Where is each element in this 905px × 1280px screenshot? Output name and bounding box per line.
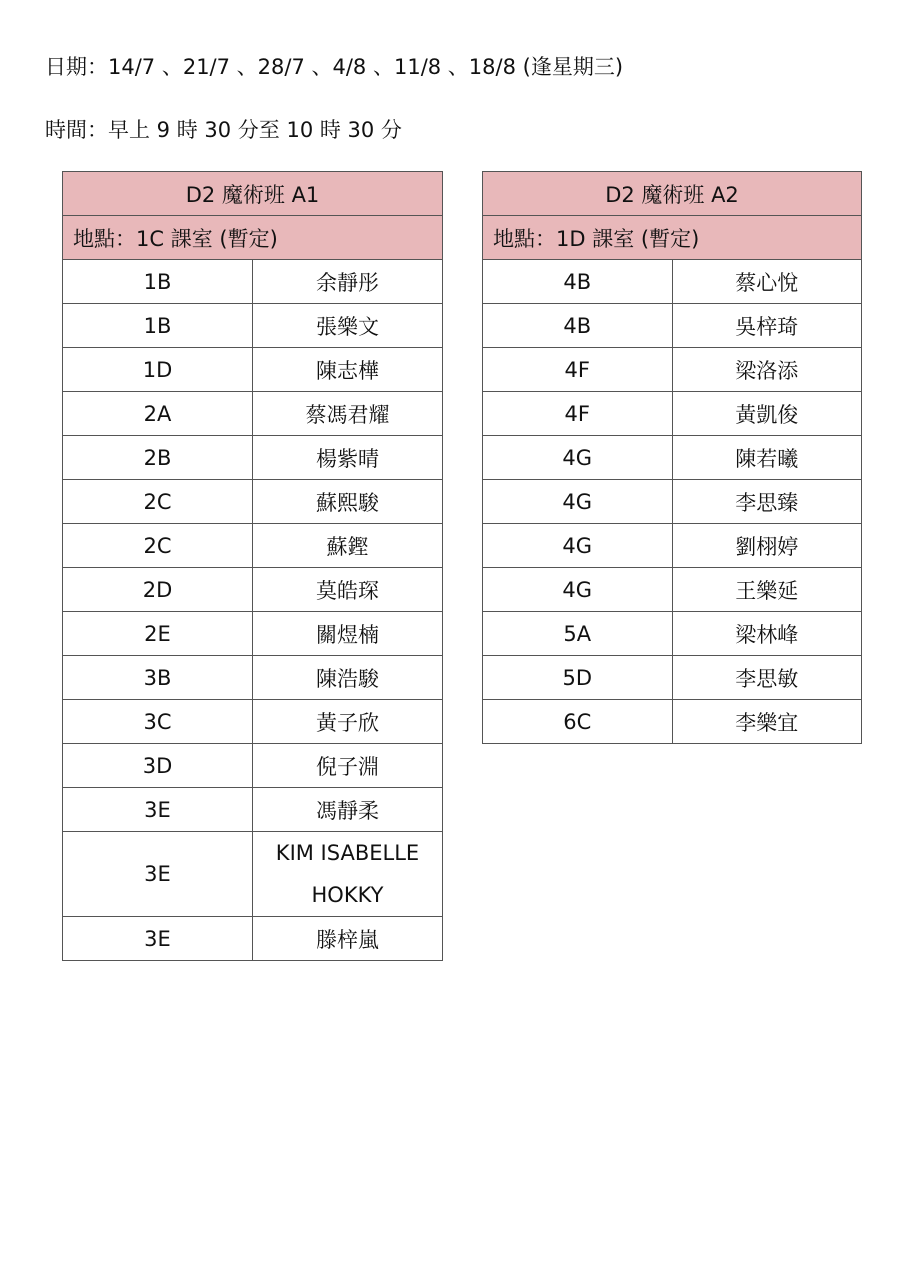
roster-table-a1 [62,171,443,961]
table-location: 地點：1C 課室 (暫定) [63,216,443,260]
class-cell: 3D [63,744,253,788]
roster-table-a2 [482,171,862,744]
student-name-cell: 梁林峰 [672,612,862,656]
table-row [63,656,443,700]
class-cell: 4B [483,260,673,304]
class-cell: 2D [63,568,253,612]
table-row [63,700,443,744]
table-row [63,744,443,788]
table-row [483,612,862,656]
class-cell: 3C [63,700,253,744]
table-title: D2 魔術班 A1 [63,172,443,216]
class-cell: 4G [483,568,673,612]
student-name-cell: 蘇鏗 [253,524,443,568]
class-cell: 3B [63,656,253,700]
class-cell: 5A [483,612,673,656]
table-row [483,480,862,524]
class-cell: 3E [63,917,253,961]
student-name-cell: 黃子欣 [253,700,443,744]
table-row [63,348,443,392]
table-row [63,480,443,524]
class-cell: 4F [483,348,673,392]
student-name-cell: 李思臻 [672,480,862,524]
class-cell: 4F [483,392,673,436]
table-row [483,304,862,348]
date-line: 日期：14/7 、21/7 、28/7 、4/8 、11/8 、18/8 (逢星期三) [45,55,624,79]
student-name-cell: 陳志樺 [253,348,443,392]
table-row [483,656,862,700]
table-row [483,348,862,392]
table-row [63,436,443,480]
class-cell: 5D [483,656,673,700]
student-name-cell: 梁洛添 [672,348,862,392]
table-row [483,700,862,744]
student-name-cell: 李思敏 [672,656,862,700]
class-cell: 1D [63,348,253,392]
table-row [63,568,443,612]
student-name-cell: 劉栩婷 [672,524,862,568]
student-name-cell: 蘇熙駿 [253,480,443,524]
student-name-cell: 滕梓嵐 [253,917,443,961]
student-name-cell: 蔡馮君耀 [253,392,443,436]
table-row [483,568,862,612]
student-name-cell: 王樂延 [672,568,862,612]
table-row [63,612,443,656]
student-name-cell: 楊紫晴 [253,436,443,480]
table-row [483,524,862,568]
student-name-cell: KIM ISABELLE HOKKY [253,832,443,917]
student-name-cell: 余靜彤 [253,260,443,304]
class-cell: 2B [63,436,253,480]
table-row [63,917,443,961]
class-cell: 3E [63,788,253,832]
table-row [63,832,443,917]
time-line: 時間：早上 9 時 30 分至 10 時 30 分 [45,118,402,142]
class-cell: 1B [63,260,253,304]
class-cell: 1B [63,304,253,348]
student-name-cell: 馮靜柔 [253,788,443,832]
student-name-cell: 倪子淵 [253,744,443,788]
table-row [483,260,862,304]
table-location: 地點：1D 課室 (暫定) [483,216,862,260]
table-row [63,260,443,304]
table-row [63,392,443,436]
table-row [63,304,443,348]
student-name-cell: 蔡心悅 [672,260,862,304]
class-cell: 4G [483,436,673,480]
student-name-cell: 莫皓琛 [253,568,443,612]
student-name-cell: 黃凱俊 [672,392,862,436]
class-cell: 2C [63,524,253,568]
class-cell: 4G [483,480,673,524]
student-name-cell: 李樂宜 [672,700,862,744]
class-cell: 3E [63,832,253,917]
student-name-cell: 陳浩駿 [253,656,443,700]
student-name-cell: 張樂文 [253,304,443,348]
class-cell: 4G [483,524,673,568]
table-row [483,436,862,480]
table-title: D2 魔術班 A2 [483,172,862,216]
student-name-cell: 吳梓琦 [672,304,862,348]
table-row [483,392,862,436]
student-name-cell: 陳若曦 [672,436,862,480]
class-cell: 2E [63,612,253,656]
class-cell: 2C [63,480,253,524]
class-cell: 2A [63,392,253,436]
class-cell: 4B [483,304,673,348]
class-cell: 6C [483,700,673,744]
table-row [63,788,443,832]
table-row [63,524,443,568]
student-name-cell: 關煜楠 [253,612,443,656]
